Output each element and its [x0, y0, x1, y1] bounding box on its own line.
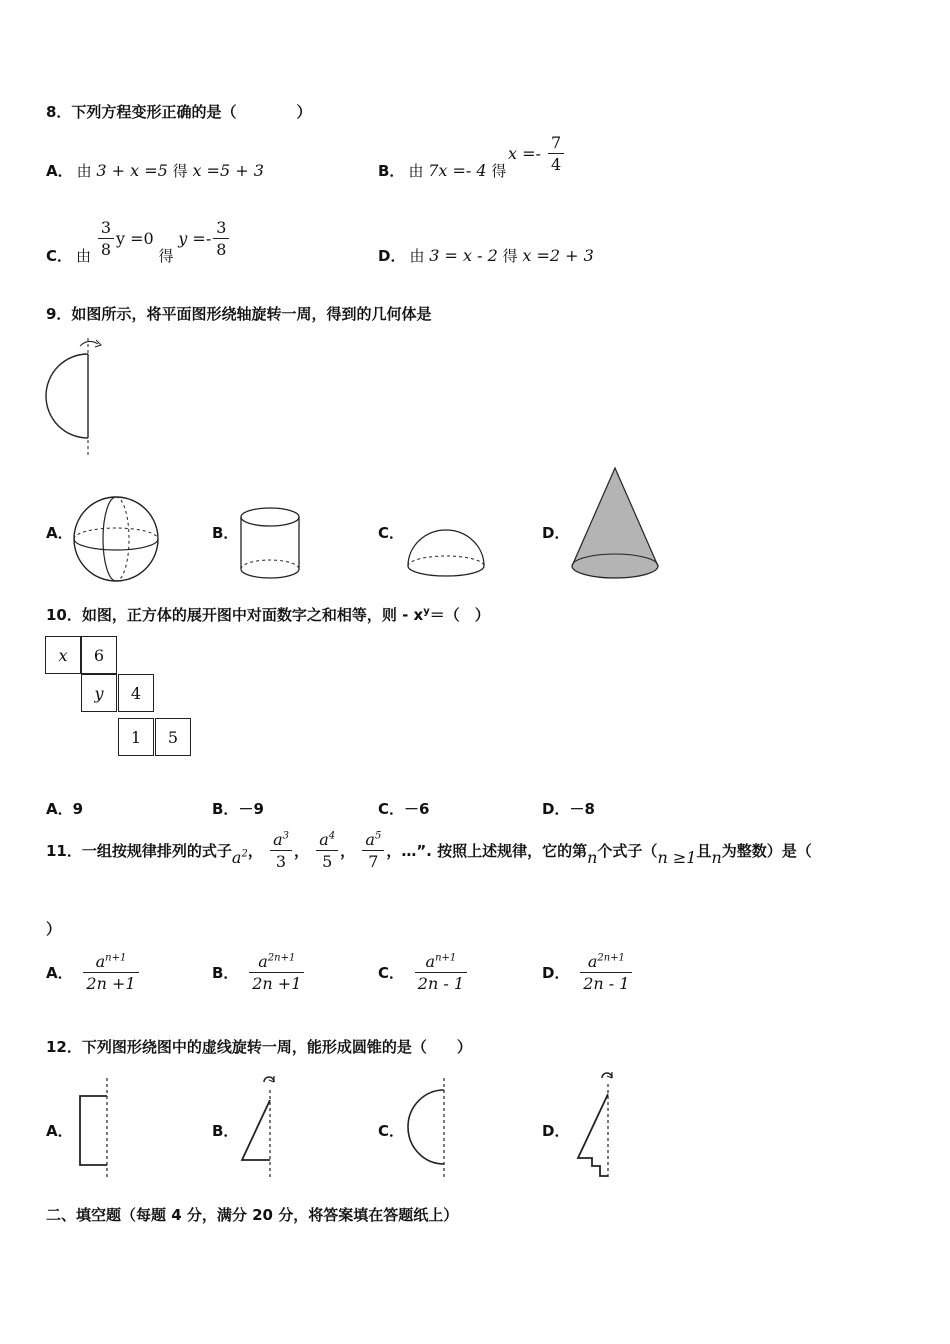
q8-option-b: B． 由 7x =- 4 得: [378, 161, 507, 180]
q12-option-c: C．: [378, 1122, 405, 1140]
net-cell-5: 5: [155, 718, 191, 756]
semicircle-figure-icon: [404, 1076, 452, 1180]
cone-icon: [568, 466, 662, 584]
right-triangle-figure-icon: [236, 1074, 280, 1180]
q12-option-b: B．: [212, 1122, 239, 1140]
option-label: B．: [378, 162, 405, 180]
net-cell-6: 6: [81, 636, 117, 674]
q9-option-d: D．: [542, 524, 570, 542]
stepped-triangle-figure-icon: [572, 1068, 618, 1180]
q8-d-eq1: 3 = x - 2: [429, 246, 498, 265]
q9-option-b: B．: [212, 524, 239, 542]
q10-option-b: B．－9: [212, 800, 264, 818]
q11-option-b: B． $\frac{a^{2n+1}}{2n +1}$: [212, 952, 306, 993]
option-label: A．: [46, 162, 73, 180]
q9-option-a: A．: [46, 524, 73, 542]
q12-option-a: A．: [46, 1122, 73, 1140]
q11-stem: 11．一组按规律排列的式子$a^2$， $\frac{a^3}{3}$ ， $\frac{a^4}{5}$ ， $\frac{a^5}{7}$ ，…”. 按照上述规律，它的第n个式子（n ≥1且n为整数）是（: [46, 830, 812, 871]
q12-option-d: D．: [542, 1122, 570, 1140]
q8-b-eq1: 7x =- 4: [428, 161, 487, 180]
q8-b-fraction: x =- $\frac{7}{4}$: [508, 133, 566, 174]
q12-stem: 12．下列图形绕图中的虚线旋转一周，能形成圆锥的是（ ）: [46, 1038, 472, 1056]
q8-a-eq2: x =5 + 3: [192, 161, 264, 180]
net-cell-4: 4: [118, 674, 154, 712]
q10-option-c: C．－6: [378, 800, 430, 818]
hemisphere-icon: [404, 526, 488, 582]
q9-option-c: C．: [378, 524, 405, 542]
net-cell-1: 1: [118, 718, 154, 756]
q9-semicircle-figure: [40, 334, 110, 460]
option-label: D．: [378, 247, 406, 265]
q8-option-a: A． 由 3 + x =5 得 x =5 + 3: [46, 161, 264, 180]
q10-stem: 10．如图，正方体的展开图中对面数字之和相等，则 - $x^y=$（ ）: [46, 606, 490, 624]
q8-option-c: C． 由 $\frac{3}{8}$ y =0 得 y =- $\frac{3}{8}$: [46, 218, 231, 266]
sphere-icon: [70, 496, 162, 584]
q8-stem: 8．下列方程变形正确的是（ ）: [46, 103, 312, 121]
rectangle-figure-icon: [76, 1076, 116, 1180]
q11-stem-close: ）: [46, 920, 62, 938]
net-cell-x: x: [45, 636, 81, 674]
cylinder-icon: [238, 505, 304, 581]
q8-a-eq1: 3 + x =5: [96, 161, 168, 180]
q9-stem: 9．如图所示，将平面图形绕轴旋转一周，得到的几何体是: [46, 305, 432, 323]
q10-option-d: D．－8: [542, 800, 595, 818]
net-cell-y: y: [81, 674, 117, 712]
q11-option-c: C． $\frac{a^{n+1}}{2n - 1}$: [378, 952, 469, 993]
q8-option-d: D． 由 3 = x - 2 得 x =2 + 3: [378, 246, 594, 265]
q11-option-d: D． $\frac{a^{2n+1}}{2n - 1}$: [542, 952, 634, 993]
q10-option-a: A．9: [46, 800, 84, 818]
section-2-title: 二、填空题（每题 4 分，满分 20 分，将答案填在答题纸上）: [46, 1206, 459, 1224]
q11-option-a: A． $\frac{a^{n+1}}{2n +1}$: [46, 952, 141, 993]
q8-d-eq2: x =2 + 3: [522, 246, 594, 265]
option-label: C．: [46, 247, 73, 265]
